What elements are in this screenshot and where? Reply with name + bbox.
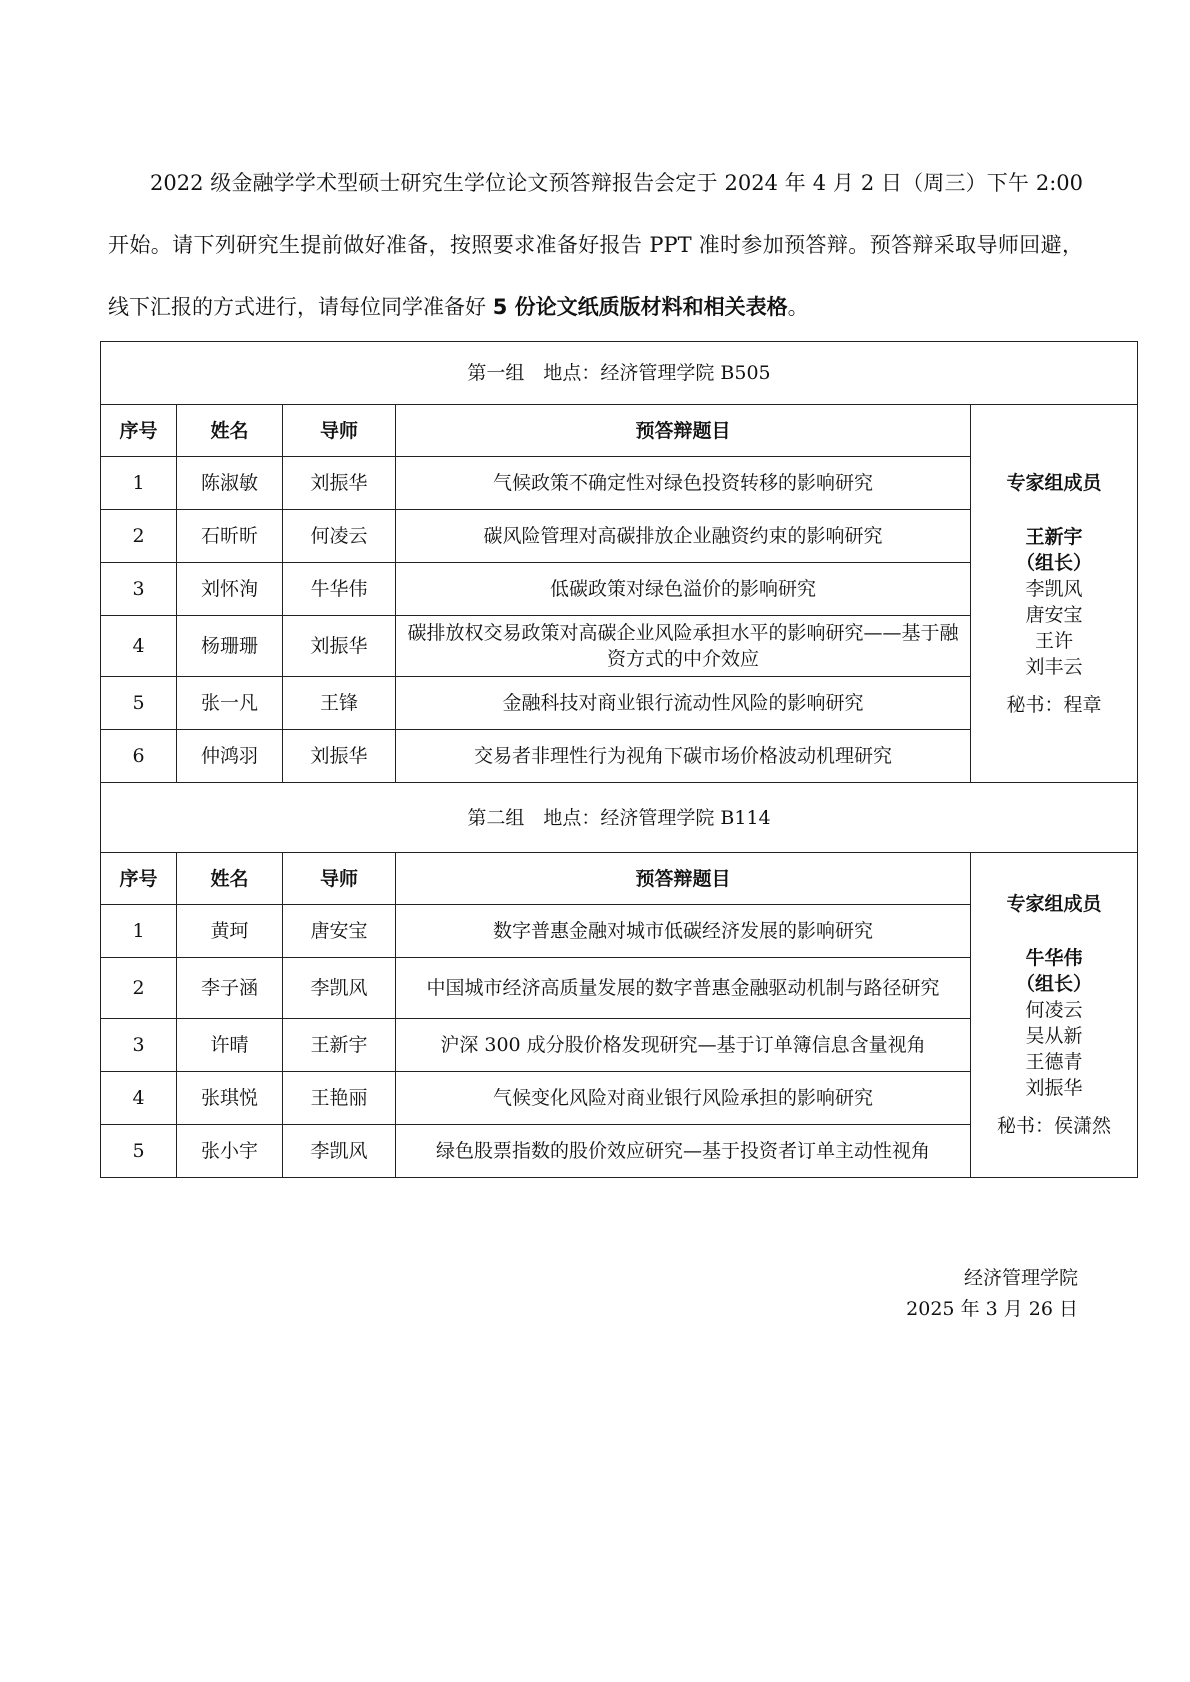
cell-topic: 数字普惠金融对城市低碳经济发展的影响研究 <box>396 905 971 958</box>
cell-seq: 1 <box>101 905 177 958</box>
expert-member: 王许 <box>1035 629 1074 652</box>
cell-advisor: 李凯风 <box>283 1125 396 1178</box>
cell-name: 许晴 <box>177 1019 283 1072</box>
expert-member: 刘丰云 <box>1025 655 1083 678</box>
cell-seq: 5 <box>101 1125 177 1178</box>
expert-member: 王德青 <box>1025 1051 1083 1073</box>
intro-end: 。 <box>787 295 809 319</box>
expert-secretary: 秘书：侯潇然 <box>997 1115 1112 1137</box>
expert-member: 何凌云 <box>1025 999 1083 1021</box>
cell-advisor: 刘振华 <box>283 730 396 783</box>
cell-seq: 2 <box>101 510 177 563</box>
expert-leader-note: （组长） <box>1016 551 1093 574</box>
cell-advisor: 牛华伟 <box>283 563 396 616</box>
expert-panel <box>971 405 1138 783</box>
header-advisor: 导师 <box>283 405 396 457</box>
cell-topic: 低碳政策对绿色溢价的影响研究 <box>396 563 971 616</box>
expert-member: 唐安宝 <box>1025 603 1083 626</box>
cell-topic: 气候变化风险对商业银行风险承担的影响研究 <box>396 1072 971 1125</box>
cell-name: 张琪悦 <box>177 1072 283 1125</box>
cell-seq: 1 <box>101 457 177 510</box>
cell-name: 杨珊珊 <box>177 616 283 677</box>
cell-seq: 4 <box>101 616 177 677</box>
cell-name: 石昕昕 <box>177 510 283 563</box>
cell-seq: 6 <box>101 730 177 783</box>
cell-name: 张一凡 <box>177 677 283 730</box>
expert-member: 李凯风 <box>1025 577 1083 600</box>
signature-date: 2025 年 3 月 26 日 <box>906 1298 1078 1320</box>
cell-seq: 3 <box>101 1019 177 1072</box>
cell-name: 刘怀洵 <box>177 563 283 616</box>
header-row <box>101 853 1138 905</box>
group-1 <box>101 342 1138 783</box>
expert-heading: 专家组成员 <box>1006 471 1102 494</box>
expert-member: 刘振华 <box>1025 1077 1083 1099</box>
cell-seq: 4 <box>101 1072 177 1125</box>
header-row <box>101 405 1138 457</box>
intro-bold-text: 5 份论文纸质版材料和相关表格 <box>492 295 788 319</box>
header-name: 姓名 <box>177 405 283 457</box>
cell-advisor: 王锋 <box>283 677 396 730</box>
signature-org: 经济管理学院 <box>963 1267 1078 1289</box>
header-topic: 预答辩题目 <box>396 853 971 905</box>
cell-name: 张小宇 <box>177 1125 283 1178</box>
header-seq: 序号 <box>101 405 177 457</box>
cell-seq: 2 <box>101 958 177 1019</box>
group-title: 第二组 地点：经济管理学院 B114 <box>101 783 1138 853</box>
cell-advisor: 李凯风 <box>283 958 396 1019</box>
cell-advisor: 何凌云 <box>283 510 396 563</box>
cell-advisor: 王艳丽 <box>283 1072 396 1125</box>
cell-name: 仲鸿羽 <box>177 730 283 783</box>
cell-seq: 3 <box>101 563 177 616</box>
header-advisor: 导师 <box>283 853 396 905</box>
cell-topic: 绿色股票指数的股价效应研究—基于投资者订单主动性视角 <box>396 1125 971 1178</box>
cell-advisor: 唐安宝 <box>283 905 396 958</box>
intro-paragraph <box>108 152 1083 338</box>
expert-member: 吴从新 <box>1025 1025 1083 1047</box>
cell-topic: 碳风险管理对高碳排放企业融资约束的影响研究 <box>396 510 971 563</box>
expert-secretary: 秘书：程章 <box>1006 693 1102 716</box>
expert-leader-note: （组长） <box>1016 973 1093 995</box>
cell-advisor: 王新宇 <box>283 1019 396 1072</box>
expert-leader: 牛华伟 <box>1025 947 1083 969</box>
expert-leader: 王新宇 <box>1025 525 1083 548</box>
expert-panel <box>971 853 1138 1178</box>
cell-advisor: 刘振华 <box>283 457 396 510</box>
cell-topic: 交易者非理性行为视角下碳市场价格波动机理研究 <box>396 730 971 783</box>
header-seq: 序号 <box>101 853 177 905</box>
intro-text: 2022 级金融学学术型硕士研究生学位论文预答辩报告会定于 2024 年 4 月 2 日（周三）下午 2:00 开始。请下列研究生提前做好准备，按照要求准备好报告 PPT 准时参加预答辩。预答辩采取导师回避，线下汇报的方式进行，请每位同学准备好 <box>108 171 1083 319</box>
cell-advisor: 刘振华 <box>283 616 396 677</box>
schedule-table <box>100 341 1138 1178</box>
expert-heading: 专家组成员 <box>1006 893 1102 915</box>
cell-name: 陈淑敏 <box>177 457 283 510</box>
cell-seq: 5 <box>101 677 177 730</box>
group-2 <box>101 783 1138 1178</box>
cell-topic: 碳排放权交易政策对高碳企业风险承担水平的影响研究——基于融资方式的中介效应 <box>396 616 971 677</box>
signature-block <box>906 1263 1078 1325</box>
cell-name: 李子涵 <box>177 958 283 1019</box>
cell-topic: 中国城市经济高质量发展的数字普惠金融驱动机制与路径研究 <box>396 958 971 1019</box>
header-name: 姓名 <box>177 853 283 905</box>
cell-name: 黄珂 <box>177 905 283 958</box>
group-title: 第一组 地点：经济管理学院 B505 <box>101 342 1138 405</box>
cell-topic: 金融科技对商业银行流动性风险的影响研究 <box>396 677 971 730</box>
header-topic: 预答辩题目 <box>396 405 971 457</box>
cell-topic: 气候政策不确定性对绿色投资转移的影响研究 <box>396 457 971 510</box>
cell-topic: 沪深 300 成分股价格发现研究—基于订单簿信息含量视角 <box>396 1019 971 1072</box>
